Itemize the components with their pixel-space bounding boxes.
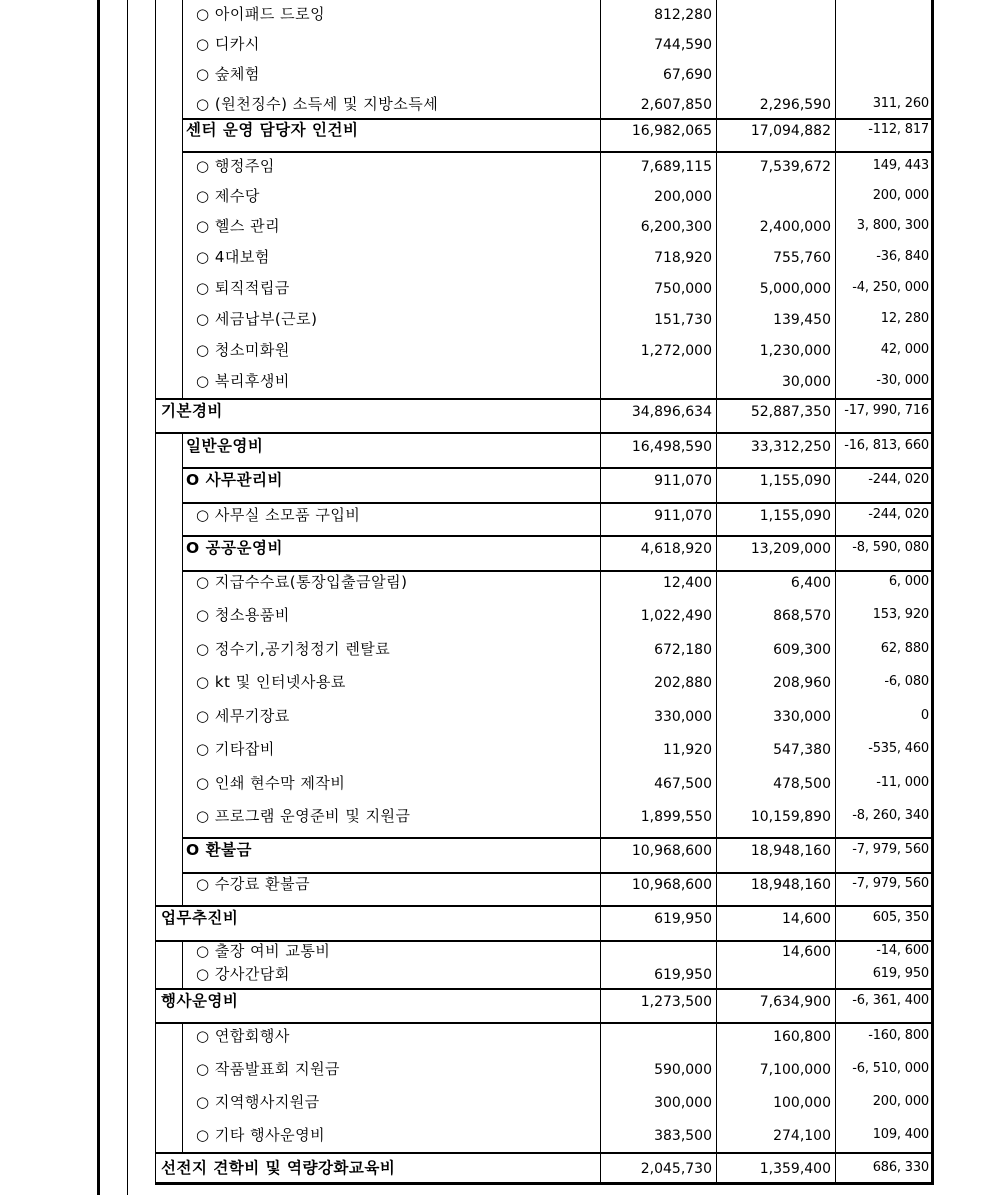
amount-c2: 13,209,000 [750, 541, 831, 557]
grid-vertical-line [182, 1022, 183, 1152]
row-label-section-header: 업무추진비 [161, 909, 239, 927]
amount-c1: 812,280 [654, 7, 712, 23]
amount-c3: 6, 000 [888, 574, 929, 589]
amount-c2: 2,296,590 [759, 97, 831, 113]
amount-c2: 755,760 [773, 250, 831, 266]
grid-horizontal-line [182, 872, 934, 874]
row-label-item: ○ 디카시 [196, 35, 260, 53]
amount-c1: 10,968,600 [631, 843, 712, 859]
amount-c3: 3, 800, 300 [856, 218, 929, 233]
amount-c1: 200,000 [654, 189, 712, 205]
amount-c3: 311, 260 [872, 96, 929, 111]
row-label-item: ○ 강사간담회 [196, 965, 290, 983]
amount-c3: -14, 600 [876, 943, 929, 958]
amount-c1: 16,982,065 [631, 123, 712, 139]
amount-c3: 153, 920 [872, 607, 929, 622]
row-label-item: ○ 퇴직적립금 [196, 279, 290, 297]
amount-c1: 467,500 [654, 776, 712, 792]
row-label-item: ○ 사무실 소모품 구입비 [196, 506, 361, 524]
grid-vertical-line [182, 940, 183, 988]
row-label-item: ○ 인쇄 현수막 제작비 [196, 774, 346, 792]
amount-c1: 300,000 [654, 1095, 712, 1111]
amount-c3: -6, 361, 400 [852, 993, 929, 1008]
row-label-section-header: 행사운영비 [161, 992, 239, 1010]
amount-c3: -535, 460 [868, 741, 929, 756]
amount-c1: 744,590 [654, 37, 712, 53]
amount-c2: 478,500 [773, 776, 831, 792]
amount-c2: 2,400,000 [759, 219, 831, 235]
amount-c2: 868,570 [773, 608, 831, 624]
row-label-item: ○ 행정주임 [196, 157, 275, 175]
amount-c2: 139,450 [773, 312, 831, 328]
row-label-section-header: 선전지 견학비 및 역량강화교육비 [161, 1159, 396, 1177]
row-label-item: ○ (원천징수) 소득세 및 지방소득세 [196, 95, 439, 113]
amount-c2: 18,948,160 [750, 877, 831, 893]
grid-horizontal-line [155, 905, 934, 907]
grid-vertical-line [716, 0, 717, 1184]
row-label-item: ○ 아이패드 드로잉 [196, 5, 326, 23]
amount-c2: 14,600 [782, 944, 831, 960]
row-label-item: ○ 제수당 [196, 187, 260, 205]
grid-vertical-line [127, 0, 128, 1195]
row-label-item: ○ 세무기장료 [196, 707, 290, 725]
amount-c3: 686, 330 [872, 1160, 929, 1175]
amount-c1: 16,498,590 [631, 439, 712, 455]
amount-c2: 14,600 [782, 911, 831, 927]
amount-c1: 1,022,490 [640, 608, 712, 624]
amount-c3: -11, 000 [876, 775, 929, 790]
amount-c2: 6,400 [790, 575, 831, 591]
amount-c3: -6, 080 [884, 674, 929, 689]
amount-c1: 619,950 [654, 967, 712, 983]
amount-c2: 18,948,160 [750, 843, 831, 859]
grid-horizontal-line [182, 502, 934, 504]
amount-c1: 750,000 [654, 281, 712, 297]
row-label-item: ○ 지급수수료(통장입출금알림) [196, 573, 408, 591]
grid-horizontal-line [182, 118, 934, 120]
grid-vertical-line [97, 0, 100, 1195]
amount-c2: 7,634,900 [759, 994, 831, 1010]
amount-c1: 590,000 [654, 1062, 712, 1078]
grid-horizontal-line [155, 1152, 934, 1154]
amount-c1: 12,400 [663, 575, 712, 591]
amount-c1: 1,272,000 [640, 343, 712, 359]
amount-c2: 7,100,000 [759, 1062, 831, 1078]
grid-vertical-line [600, 0, 601, 1184]
amount-c1: 718,920 [654, 250, 712, 266]
row-label-item: ○ 지역행사지원금 [196, 1093, 320, 1111]
amount-c3: -8, 590, 080 [852, 540, 929, 555]
grid-vertical-line [182, 0, 183, 398]
amount-c1: 10,968,600 [631, 877, 712, 893]
amount-c3: -6, 510, 000 [852, 1061, 929, 1076]
grid-vertical-line [835, 0, 836, 1184]
row-label-item: ○ 4대보험 [196, 248, 270, 266]
amount-c3: -8, 260, 340 [852, 808, 929, 823]
amount-c3: 62, 880 [880, 641, 929, 656]
amount-c3: -244, 020 [868, 507, 929, 522]
row-label-sub-header: O 사무관리비 [186, 471, 283, 489]
amount-c1: 911,070 [654, 473, 712, 489]
amount-c3: 0 [920, 708, 929, 723]
grid-horizontal-line [182, 535, 934, 537]
row-label-sub-header: 센터 운영 담당자 인건비 [186, 121, 359, 139]
row-label-item: ○ 청소용품비 [196, 606, 290, 624]
amount-c3: 605, 350 [872, 910, 929, 925]
grid-vertical-line [155, 0, 156, 1184]
amount-c2: 100,000 [773, 1095, 831, 1111]
amount-c1: 4,618,920 [640, 541, 712, 557]
amount-c2: 52,887,350 [750, 404, 831, 420]
row-label-item: ○ 기타 행사운영비 [196, 1126, 326, 1144]
row-label-item: ○ 복리후생비 [196, 372, 290, 390]
grid-horizontal-line [155, 432, 934, 434]
row-label-item: ○ 연합회행사 [196, 1027, 290, 1045]
amount-c1: 330,000 [654, 709, 712, 725]
row-label-item: ○ 수강료 환불금 [196, 875, 311, 893]
amount-c2: 17,094,882 [750, 123, 831, 139]
row-label-item: ○ 청소미화원 [196, 341, 290, 359]
grid-horizontal-line [155, 1022, 934, 1024]
amount-c1: 11,920 [663, 742, 712, 758]
amount-c1: 1,273,500 [640, 994, 712, 1010]
grid-horizontal-line [155, 398, 934, 400]
grid-horizontal-line [182, 467, 934, 469]
amount-c1: 151,730 [654, 312, 712, 328]
amount-c1: 2,045,730 [640, 1161, 712, 1177]
amount-c2: 609,300 [773, 642, 831, 658]
amount-c2: 274,100 [773, 1128, 831, 1144]
amount-c3: 619, 950 [872, 966, 929, 981]
row-label-item: ○ kt 및 인터넷사용료 [196, 673, 346, 691]
row-label-item: ○ 작품발표회 지원금 [196, 1060, 341, 1078]
row-label-sub-header: 일반운영비 [186, 437, 264, 455]
amount-c3: 200, 000 [872, 1094, 929, 1109]
amount-c1: 202,880 [654, 675, 712, 691]
grid-horizontal-line [182, 837, 934, 839]
amount-c3: -30, 000 [876, 373, 929, 388]
amount-c2: 1,155,090 [759, 473, 831, 489]
amount-c2: 1,359,400 [759, 1161, 831, 1177]
amount-c1: 67,690 [663, 67, 712, 83]
amount-c1: 619,950 [654, 911, 712, 927]
amount-c1: 2,607,850 [640, 97, 712, 113]
amount-c1: 34,896,634 [631, 404, 712, 420]
amount-c2: 208,960 [773, 675, 831, 691]
amount-c1: 911,070 [654, 508, 712, 524]
amount-c1: 1,899,550 [640, 809, 712, 825]
amount-c2: 10,159,890 [750, 809, 831, 825]
amount-c2: 160,800 [773, 1029, 831, 1045]
amount-c1: 672,180 [654, 642, 712, 658]
amount-c2: 330,000 [773, 709, 831, 725]
amount-c2: 30,000 [782, 374, 831, 390]
amount-c2: 7,539,672 [759, 159, 831, 175]
amount-c3: 200, 000 [872, 188, 929, 203]
amount-c3: -7, 979, 560 [852, 876, 929, 891]
amount-c3: -36, 840 [876, 249, 929, 264]
grid-vertical-line [931, 0, 934, 1184]
row-label-item: ○ 프로그램 운영준비 및 지원금 [196, 807, 411, 825]
amount-c3: -7, 979, 560 [852, 842, 929, 857]
amount-c3: 12, 280 [880, 311, 929, 326]
grid-horizontal-line [155, 988, 934, 990]
row-label-sub-header: O 환불금 [186, 841, 252, 859]
amount-c3: 109, 400 [872, 1127, 929, 1142]
row-label-section-header: 기본경비 [161, 402, 223, 420]
amount-c3: -112, 817 [868, 122, 929, 137]
amount-c3: -160, 800 [868, 1028, 929, 1043]
amount-c2: 5,000,000 [759, 281, 831, 297]
amount-c3: -244, 020 [868, 472, 929, 487]
grid-horizontal-line [155, 1182, 934, 1185]
row-label-sub-header: O 공공운영비 [186, 539, 283, 557]
amount-c2: 33,312,250 [750, 439, 831, 455]
amount-c3: 42, 000 [880, 342, 929, 357]
row-label-item: ○ 헬스 관리 [196, 217, 281, 235]
row-label-item: ○ 정수기,공기청정기 렌탈료 [196, 640, 391, 658]
grid-horizontal-line [182, 570, 934, 572]
row-label-item: ○ 세금납부(근로) [196, 310, 318, 328]
amount-c2: 1,155,090 [759, 508, 831, 524]
grid-horizontal-line [182, 151, 934, 153]
amount-c2: 1,230,000 [759, 343, 831, 359]
amount-c1: 6,200,300 [640, 219, 712, 235]
amount-c1: 7,689,115 [640, 159, 712, 175]
amount-c3: 149, 443 [872, 158, 929, 173]
amount-c3: -17, 990, 716 [844, 403, 929, 418]
row-label-item: ○ 기타잡비 [196, 740, 275, 758]
row-label-item: ○ 숲체험 [196, 65, 260, 83]
amount-c3: -16, 813, 660 [844, 438, 929, 453]
row-label-item: ○ 출장 여비 교통비 [196, 942, 331, 960]
amount-c1: 383,500 [654, 1128, 712, 1144]
amount-c2: 547,380 [773, 742, 831, 758]
amount-c3: -4, 250, 000 [852, 280, 929, 295]
